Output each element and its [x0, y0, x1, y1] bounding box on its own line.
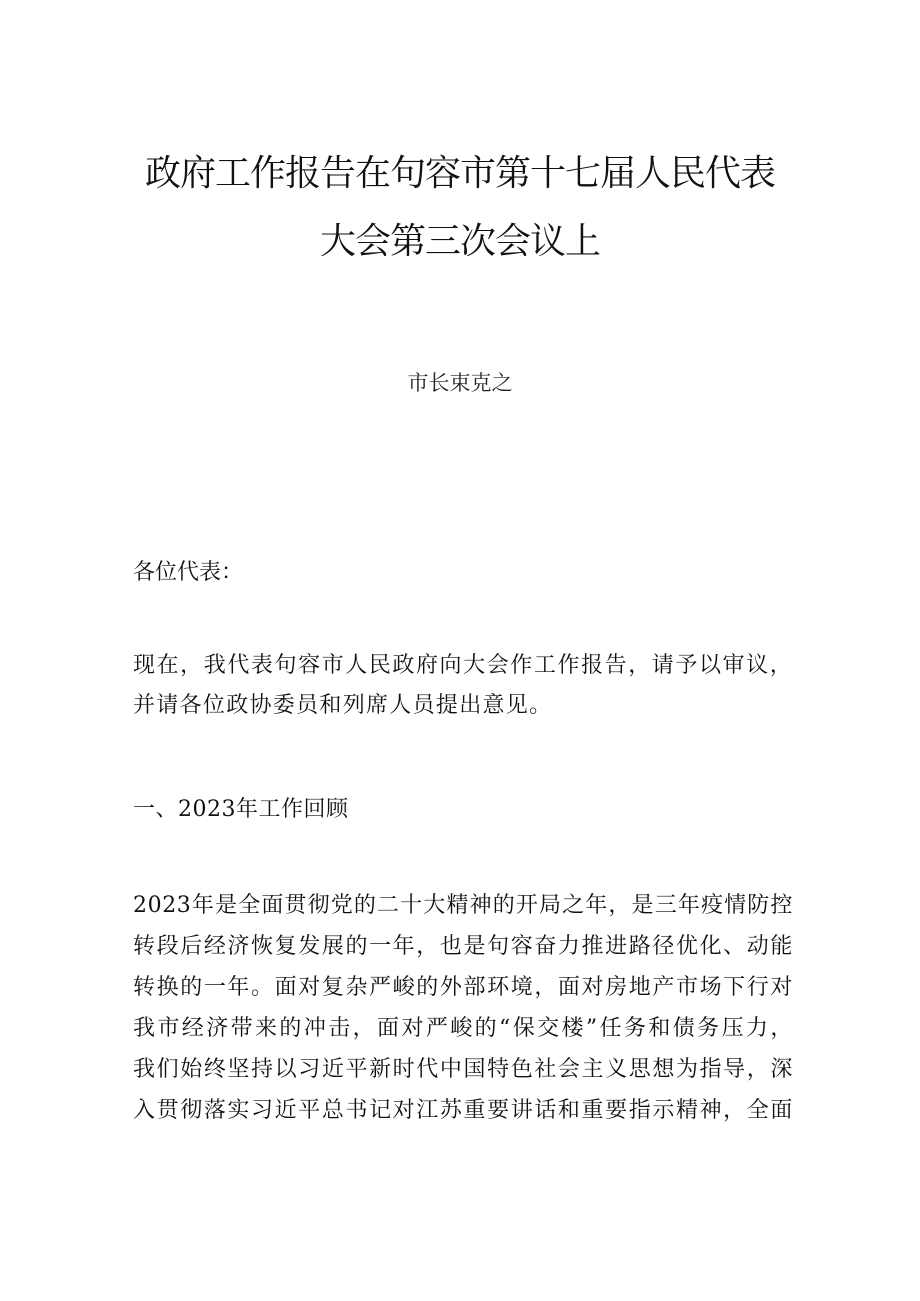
intro-line: 并请各位政协委员和列席人员提出意见。 [133, 693, 553, 718]
salutation: 各位代表： [133, 560, 244, 585]
paragraph-line: 入贯彻落实习近平总书记对江苏重要讲话和重要指示精神，全面 [133, 1098, 793, 1123]
document-title-line-1: 政府工作报告在句容市第十七届人民代表 [144, 153, 775, 194]
paragraph-line: 我们始终坚持以习近平新时代中国特色社会主义思想为指导，深 [133, 1057, 793, 1082]
document-title-line-2: 大会第三次会议上 [319, 221, 600, 262]
paragraph-line: 我市经济带来的冲击，面对严峻的“保交楼”任务和债务压力， [133, 1016, 793, 1041]
section-heading: 一、2023年工作回顾 [133, 797, 349, 822]
paragraph-line: 转换的一年。面对复杂严峻的外部环境，面对房地产市场下行对 [133, 975, 793, 1000]
intro-paragraph [133, 646, 793, 726]
paragraph-line: 转段后经济恢复发展的一年，也是句容奋力推进路径优化、动能 [133, 934, 793, 959]
paragraph-line: 2023年是全面贯彻党的二十大精神的开局之年，是三年疫情防控 [133, 893, 793, 918]
intro-line: 现在，我代表句容市人民政府向大会作工作报告，请予以审议， [133, 653, 793, 678]
author-byline: 市长束克之 [407, 371, 513, 395]
body-paragraph [133, 885, 793, 1131]
